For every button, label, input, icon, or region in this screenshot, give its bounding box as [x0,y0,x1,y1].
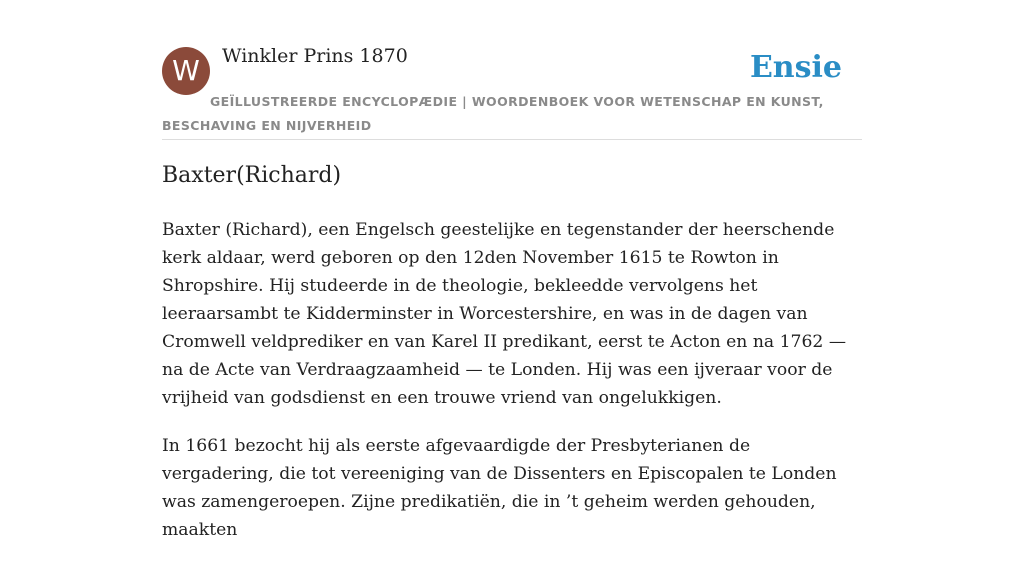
brand-logo-link[interactable]: Ensie [749,50,842,85]
source-subtitle: GEÏLLUSTREERDE ENCYCLOPÆDIE | WOORDENBOEK VOOR WETENSCHAP EN KUNST, BESCHAVING EN NIJVERHEID [162,94,824,133]
entry-body [162,216,864,564]
entry-title: Baxter(Richard) [162,163,342,188]
source-title[interactable]: Winkler Prins 1870 [222,45,408,67]
entry-paragraph: In 1661 bezocht hij als eerste afgevaardigde der Presbyterianen de vergadering, die tot vereeniging van de Dissenters en Episcopalen te Londen was zamengeroepen. Zijne predikatiën, die in ’t geheim werden gehouden, maakten [162,436,837,540]
header-divider [162,139,862,140]
avatar: W [162,47,210,95]
entry-paragraph: Baxter (Richard), een Engelsch geestelijke en tegenstander der heerschende kerk aldaar, werd geboren op den 12den November 1615 te Rowton in Shropshire. Hij studeerde in de theologie, bekleedde vervolgens het leeraarsambt te Kidderminster in Worcestershire, en was in de dagen van Cromwell veldprediker en van Karel II predikant, eerst te Acton en na 1762 — na de Acte van Verdraagzaamheid — te Londen. Hij was een ijveraar voor de vrijheid van godsdienst en een trouwe vriend van ongelukkigen. [162,220,847,408]
